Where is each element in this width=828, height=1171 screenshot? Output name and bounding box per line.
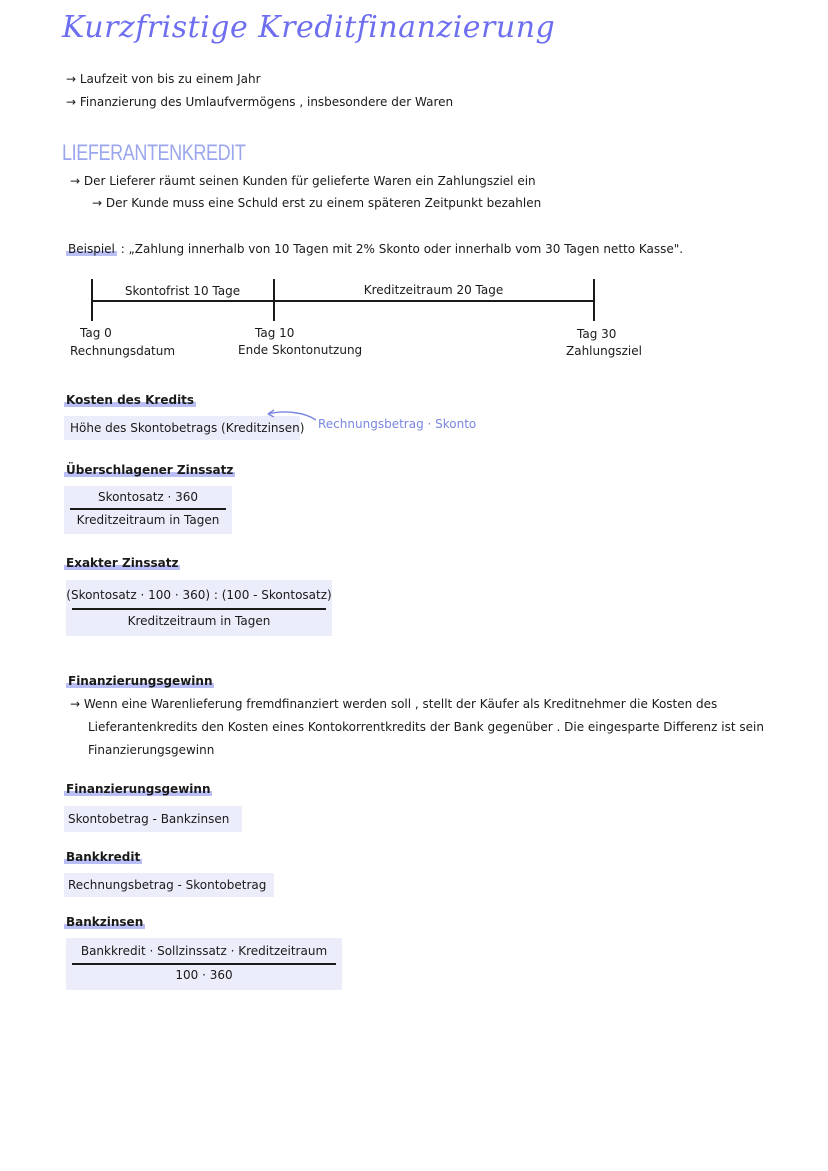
timeline-label-0: Rechnungsdatum: [70, 344, 176, 358]
intro-bullet-1: → Laufzeit von bis zu einem Jahr: [66, 72, 261, 86]
gewinn-text-heading: Finanzierungsgewinn: [68, 674, 213, 688]
timeline-segment-2: Kreditzeitraum 20 Tage: [363, 283, 504, 297]
arrow-left-icon: [264, 408, 318, 426]
supplier-line-1: → Der Lieferer räumt seinen Kunden für gelieferte Waren ein Zahlungsziel ein: [70, 174, 536, 188]
ueberschlaegig-denominator: Kreditzeitraum in Tagen: [76, 513, 220, 527]
example-label: Beispiel: [68, 242, 115, 256]
example-text: : „Zahlung innerhalb von 10 Tagen mit 2% Skonto oder innerhalb vom 30 Tagen netto Kasse".: [120, 242, 684, 256]
gewinn-formula-heading: Finanzierungsgewinn: [66, 782, 211, 796]
timeline-day-0: Tag 0: [80, 326, 112, 340]
example-line: [66, 242, 683, 256]
timeline-segment-1: Skontofrist 10 Tage: [124, 284, 241, 298]
ueberschlaegig-box: [64, 486, 232, 534]
ueberschlaegig-heading: Überschlagener Zinssatz: [66, 463, 234, 477]
gewinn-formula-text: Skontobetrag - Bankzinsen: [68, 812, 230, 826]
supplier-line-2: → Der Kunde muss eine Schuld erst zu einem späteren Zeitpunkt bezahlen: [92, 196, 542, 210]
bankzinsen-denominator: 100 · 360: [175, 968, 233, 982]
exakt-denominator: Kreditzeitraum in Tagen: [127, 614, 271, 628]
timeline-tick-30: [593, 279, 595, 321]
intro-bullet-2: → Finanzierung des Umlaufvermögens , insbesondere der Waren: [66, 95, 454, 109]
timeline-label-10: Ende Skontonutzung: [238, 343, 363, 357]
bankzinsen-numerator: Bankkredit · Sollzinssatz · Kreditzeitraum: [80, 944, 328, 958]
gewinn-line-3: Finanzierungsgewinn: [88, 743, 215, 757]
gewinn-line-2: Lieferantenkredits den Kosten eines Kontokorrentkredits der Bank gegenüber . Die eingesparte Differenz ist sein: [88, 720, 764, 734]
gewinn-line-1: → Wenn eine Warenlieferung fremdfinanziert werden soll , stellt der Käufer als Kreditnehmer die Kosten des: [70, 697, 718, 711]
kosten-box-text: Höhe des Skontobetrags (Kreditzinsen): [70, 421, 305, 435]
gewinn-formula-box: [64, 806, 242, 832]
bankzinsen-box: [66, 938, 342, 990]
section-heading: LIEFERANTENKREDIT: [62, 140, 246, 165]
exakt-box: [66, 580, 332, 636]
fraction-line: [72, 608, 326, 610]
page-title: Kurzfristige Kreditfinanzierung: [62, 10, 556, 45]
timeline-axis: [91, 300, 594, 302]
bankkredit-heading: Bankkredit: [66, 850, 141, 864]
timeline-day-30: Tag 30: [577, 327, 617, 341]
ueberschlaegig-numerator: Skontosatz · 360: [97, 490, 199, 504]
kosten-heading: Kosten des Kredits: [66, 393, 195, 407]
bankkredit-box: [64, 873, 274, 897]
bankzinsen-heading: Bankzinsen: [66, 915, 144, 929]
kosten-note: Rechnungsbetrag · Skonto: [318, 417, 477, 431]
exakt-heading: Exakter Zinssatz: [66, 556, 179, 570]
timeline-day-10: Tag 10: [255, 326, 295, 340]
fraction-line: [70, 508, 226, 510]
bankkredit-text: Rechnungsbetrag - Skontobetrag: [68, 878, 267, 892]
exakt-numerator: (Skontosatz · 100 · 360) : (100 - Skontosatz): [66, 588, 332, 602]
timeline-label-30: Zahlungsziel: [566, 344, 642, 358]
fraction-line: [72, 963, 336, 965]
